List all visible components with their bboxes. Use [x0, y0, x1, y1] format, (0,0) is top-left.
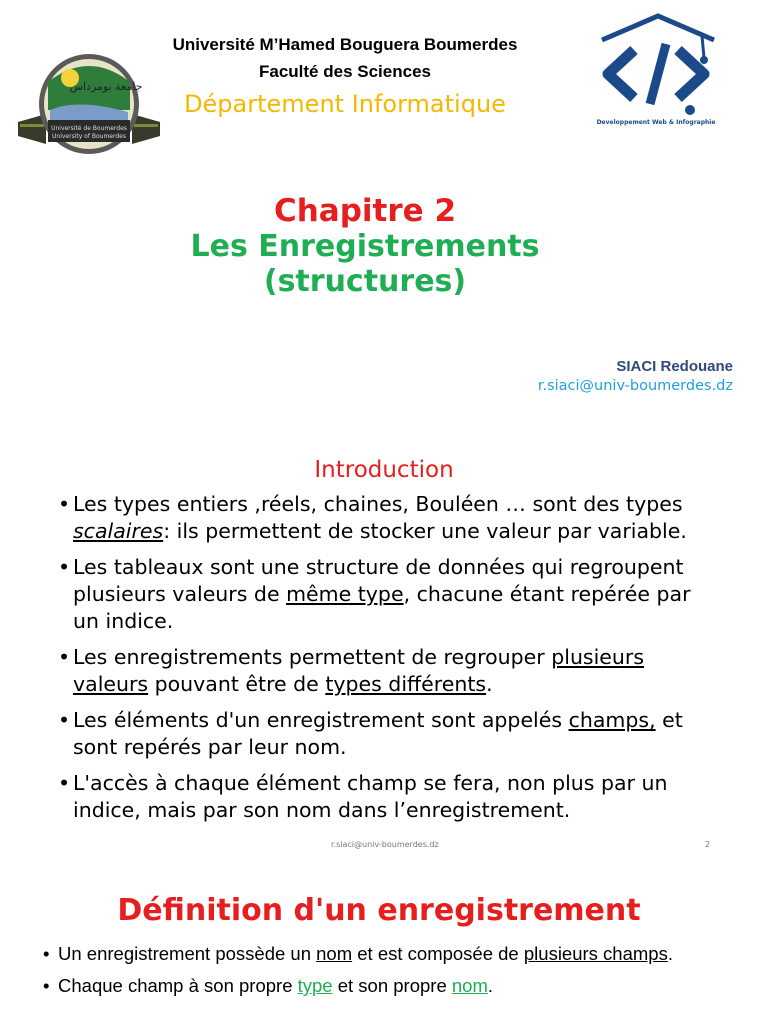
page-number: 2	[705, 840, 711, 849]
author-name: SIACI Redouane	[616, 358, 733, 375]
list-item: • Chaque champ à son propre type et son propre nom.	[43, 975, 494, 996]
svg-text:جامعة بومرداس: جامعة بومرداس	[69, 80, 143, 93]
underlined-term: scalaires	[73, 519, 164, 543]
svg-text:University of Boumerdes: University of Boumerdes	[52, 133, 126, 140]
list-item: • Les types entiers ,réels, chaines, Bouléen … sont des types scalaires: ils permettent de stocker une valeur par variable.	[58, 492, 687, 543]
web-dev-logo	[594, 12, 724, 130]
underlined-term: nom	[451, 975, 488, 996]
list-item: • Les tableaux sont une structure de données qui regroupent plusieurs valeurs de même type, chacune étant repérée par un indice.	[58, 555, 691, 633]
definition-heading: Définition d'un enregistrement	[117, 893, 641, 928]
underlined-term: champs,	[568, 708, 656, 732]
bullet-icon: •	[58, 708, 71, 732]
bullet-icon: •	[43, 943, 50, 964]
list-item: • Les éléments d'un enregistrement sont appelés champs, et sont repérés par leur nom.	[58, 708, 683, 759]
bullet-icon: •	[58, 771, 71, 795]
intro-heading: Introduction	[314, 457, 454, 483]
underlined-term: type	[297, 975, 333, 996]
department-name: Département Informatique	[184, 90, 506, 118]
bullet-icon: •	[58, 645, 71, 669]
intro-bullet-list	[58, 491, 718, 833]
underlined-term: même type	[286, 582, 404, 606]
svg-text:Developpement Web & Infographi: Developpement Web & Infographie	[596, 119, 716, 126]
underlined-term: nom	[316, 943, 353, 964]
list-item: • L'accès à chaque élément champ se fera, non plus par un indice, mais par son nom dans l’enregistrement.	[58, 771, 668, 822]
author-email[interactable]: r.siaci@univ-boumerdes.dz	[537, 378, 733, 394]
underlined-term: plusieurs valeurs	[73, 645, 645, 696]
footer-email: r.siaci@univ-boumerdes.dz	[331, 840, 439, 849]
chapter-title-line1: Les Enregistrements	[190, 229, 540, 264]
svg-text:Université de Boumerdes: Université de Boumerdes	[51, 125, 127, 132]
chapter-number: Chapitre 2	[273, 193, 457, 229]
underlined-term: types différents	[325, 672, 487, 696]
list-item: • Un enregistrement possède un nom et est composée de plusieurs champs.	[43, 943, 673, 964]
definition-bullet-list	[43, 941, 723, 1005]
underlined-term: plusieurs champs	[523, 943, 668, 964]
chapter-title-line2: (structures)	[263, 264, 467, 299]
bullet-icon: •	[43, 975, 50, 996]
bullet-icon: •	[58, 555, 71, 579]
bullet-icon: •	[58, 492, 71, 516]
university-name: Université M’Hamed Bouguera Boumerdes	[172, 35, 518, 54]
faculty-name: Faculté des Sciences	[259, 62, 431, 81]
list-item: • Les enregistrements permettent de regrouper plusieurs valeurs pouvant être de types différents.	[58, 645, 645, 696]
